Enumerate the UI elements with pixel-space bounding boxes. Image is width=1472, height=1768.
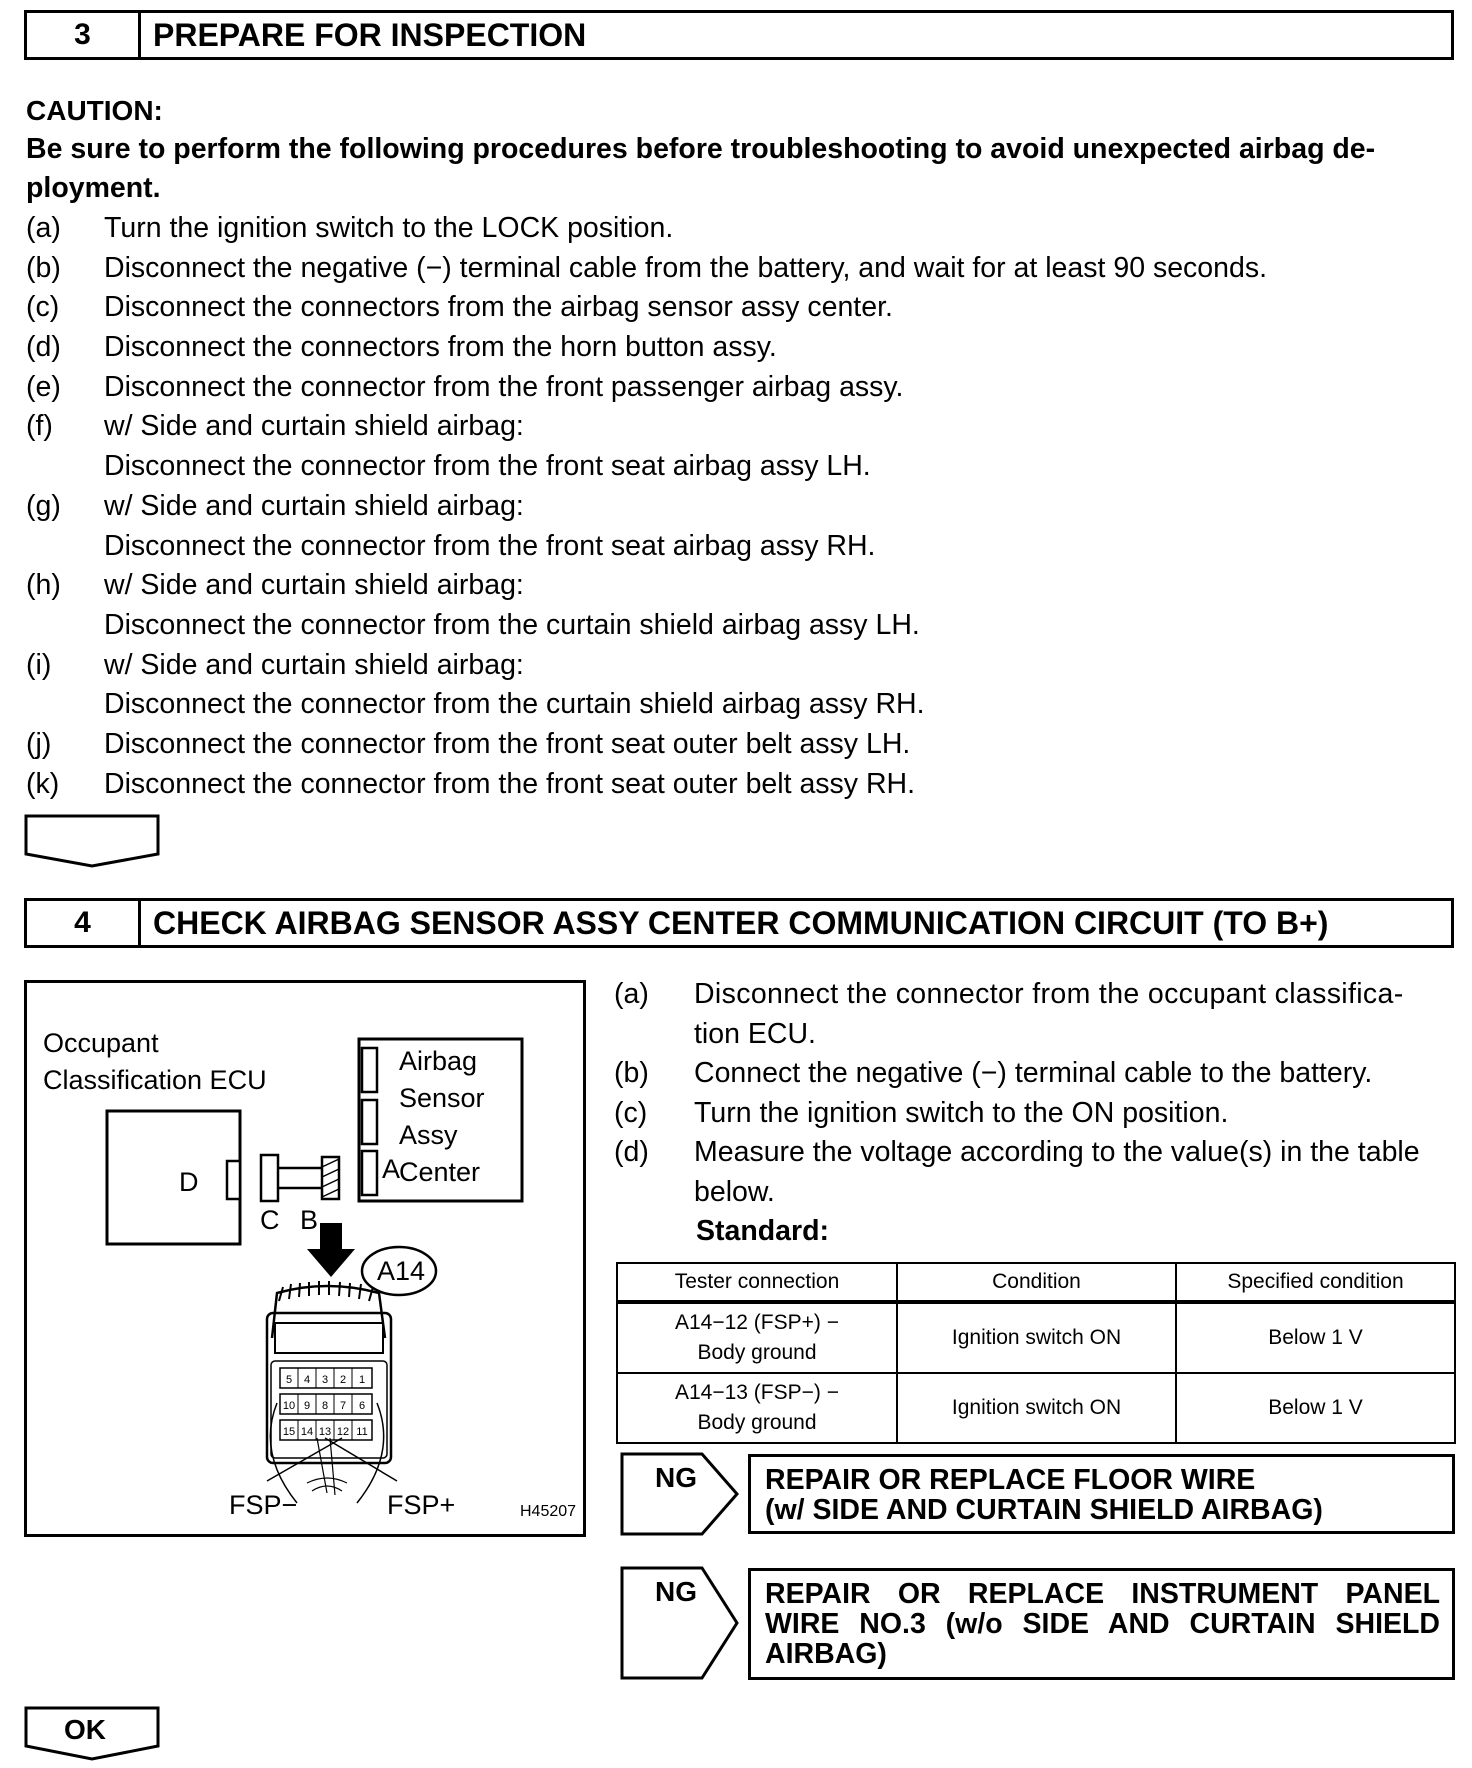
tester-connection-line1: A14−12 (FSP+) − [674,1311,839,1334]
next-step-arrow [24,814,160,868]
caution-text [26,130,1446,208]
table-header-row [617,1263,1455,1302]
pin-number: 7 [339,1400,347,1412]
pin-number: 3 [321,1374,329,1386]
label-c: C [260,1205,280,1235]
list-item [614,975,1454,1015]
ng-remedy-1-line2: (w/ SIDE AND CURTAIN SHIELD AIRBAG) [765,1494,1323,1526]
caution-text-line1: Be sure to perform the following procedures before troubleshooting to avoid unexpected airbag de- [26,133,1376,165]
step-label: (c) [26,291,60,324]
tester-connection-cell [617,1373,897,1443]
label-d: D [179,1167,199,1197]
step-text: w/ Side and curtain shield airbag: [104,489,524,522]
list-item [26,288,1446,328]
figure-code: H45207 [520,1503,577,1520]
list-item [26,487,1446,527]
step-label: (g) [26,489,61,522]
table-row [617,1373,1455,1443]
step-text: tion ECU. [694,1017,816,1050]
step-text: Disconnect the connector from the front seat airbag assy RH. [104,529,876,562]
step-label [26,606,104,646]
step4-title: CHECK AIRBAG SENSOR ASSY CENTER COMMUNICATION CIRCUIT (TO B+) [153,904,1329,941]
step-label: (i) [26,648,52,681]
step-label: (h) [26,569,61,602]
table-row [617,1302,1455,1373]
ng-remedy-box-2 [748,1568,1455,1680]
pin-number: 8 [321,1400,329,1412]
ng-label-2: NG [655,1576,697,1607]
step-text: below. [694,1175,775,1208]
list-item [26,527,1446,567]
list-item [26,725,1446,765]
pin-number: 12 [336,1426,350,1438]
ng-label-1: NG [655,1462,697,1493]
step-label [614,1015,694,1055]
pin-number: 4 [303,1374,311,1386]
tester-connection-line1: A14−13 (FSP−) − [674,1381,839,1404]
connector-id-label: A14 [377,1256,426,1286]
pin-number: 13 [318,1426,332,1438]
list-item [26,328,1446,368]
list-item [26,685,1446,725]
column-header: Tester connection [617,1263,897,1302]
label-a: A [382,1154,401,1184]
ng-remedy-1-line1: REPAIR OR REPLACE FLOOR WIRE [765,1464,1256,1496]
list-item [614,1173,1454,1213]
label-b: B [300,1205,319,1235]
step-label: (k) [26,767,60,800]
column-header: Specified condition [1176,1263,1455,1302]
step-text: Disconnect the connectors from the airbag sensor assy center. [104,291,893,324]
step-label: (a) [26,212,61,244]
pin-number: 10 [282,1400,296,1412]
step-label: (e) [26,370,61,403]
list-item [26,249,1446,289]
fsp-plus-label: FSP+ [387,1490,456,1520]
condition-cell: Ignition switch ON [897,1373,1176,1443]
specified-condition-cell: Below 1 V [1176,1373,1455,1443]
tester-connection-cell [617,1302,897,1373]
list-item [26,447,1446,487]
caution-label: CAUTION: [26,95,163,126]
list-item [26,368,1446,408]
step-label: (d) [614,1136,649,1168]
step-text: Disconnect the negative (−) terminal cable from the battery, and wait for at least 90 seconds. [104,251,1268,284]
pin-number: 9 [303,1400,311,1412]
step-text: Turn the ignition switch to the ON position. [694,1096,1229,1129]
step3-procedure-list [26,209,1446,804]
tester-connection-line2: Body ground [697,1341,817,1364]
ecu-label-line1: Occupant [43,1028,159,1058]
step-text: Disconnect the connector from the front seat airbag assy LH. [104,450,871,483]
pin-number: 2 [339,1374,347,1386]
step-text: Disconnect the connector from the occupant classifica- [694,978,1404,1010]
step-label: (a) [614,978,649,1010]
step-text: Disconnect the connectors from the horn button assy. [104,331,777,364]
step-label: (d) [26,331,61,364]
step-text: w/ Side and curtain shield airbag: [104,648,524,681]
step-text: w/ Side and curtain shield airbag: [104,569,524,602]
diagram-drawing [27,983,583,1534]
pin-number: 1 [358,1374,366,1386]
step-text: w/ Side and curtain shield airbag: [104,410,524,443]
ng-remedy-2-line2: WIRE NO.3 (w/o SIDE AND CURTAIN SHIELD [765,1608,1440,1640]
tester-connection-line2: Body ground [697,1411,817,1434]
step-label [26,527,104,567]
step-text: Disconnect the connector from the curtain shield airbag assy RH. [104,688,925,721]
list-item [26,209,1446,249]
ng-remedy-2-line1: REPAIR OR REPLACE INSTRUMENT PANEL [765,1578,1440,1610]
step-text: Measure the voltage according to the value(s) in the table [694,1136,1420,1168]
step-text: Connect the negative (−) terminal cable to the battery. [694,1057,1373,1089]
step-label [614,1173,694,1213]
list-item [26,407,1446,447]
step-label [26,447,104,487]
pin-number: 14 [300,1426,314,1438]
step4-header [24,898,1454,948]
step-label: (b) [26,251,61,284]
sensor-label-line4: Center [399,1157,481,1187]
step-text: Disconnect the connector from the front passenger airbag assy. [104,370,904,403]
step-label: (j) [26,727,52,760]
step-text: Disconnect the connector from the front seat outer belt assy LH. [104,727,911,760]
standard-label: Standard: [696,1215,830,1247]
list-item [614,1133,1454,1173]
sensor-label-line1: Airbag [399,1046,478,1076]
list-item [614,1054,1454,1094]
condition-cell: Ignition switch ON [897,1302,1176,1373]
column-header: Condition [897,1263,1176,1302]
sensor-label-line3: Assy [399,1120,458,1150]
pin-number: 11 [356,1426,368,1438]
step-label [26,685,104,725]
specified-condition-cell: Below 1 V [1176,1302,1455,1373]
spec-table [616,1262,1456,1444]
step4-procedure-list [614,975,1454,1212]
step3-header [24,10,1454,60]
list-item [26,606,1446,646]
step3-title: PREPARE FOR INSPECTION [153,16,587,53]
ng-remedy-2-line3: AIRBAG) [765,1638,887,1670]
step3-number: 3 [27,13,141,57]
connector-diagram [24,980,586,1537]
list-item [614,1015,1454,1055]
sensor-label-line2: Sensor [399,1083,485,1113]
ok-label: OK [64,1714,106,1745]
list-item [614,1094,1454,1134]
step-label: (f) [26,410,53,443]
step-text: Disconnect the connector from the curtain shield airbag assy LH. [104,608,920,641]
caution-text-line2: ployment. [26,172,161,204]
ecu-label-line2: Classification ECU [43,1065,267,1095]
ng-remedy-box-1 [748,1454,1455,1534]
pin-number: 5 [285,1374,293,1386]
step-label: (b) [614,1057,649,1089]
list-item [26,646,1446,686]
step-text: Turn the ignition switch to the LOCK position. [104,212,674,244]
step4-number: 4 [27,901,141,945]
pin-number: 6 [358,1400,366,1412]
list-item [26,765,1446,805]
list-item [26,566,1446,606]
pin-number: 15 [282,1426,296,1438]
step-text: Disconnect the connector from the front seat outer belt assy RH. [104,767,916,800]
step-label: (c) [614,1096,648,1129]
fsp-minus-label: FSP− [229,1490,298,1520]
